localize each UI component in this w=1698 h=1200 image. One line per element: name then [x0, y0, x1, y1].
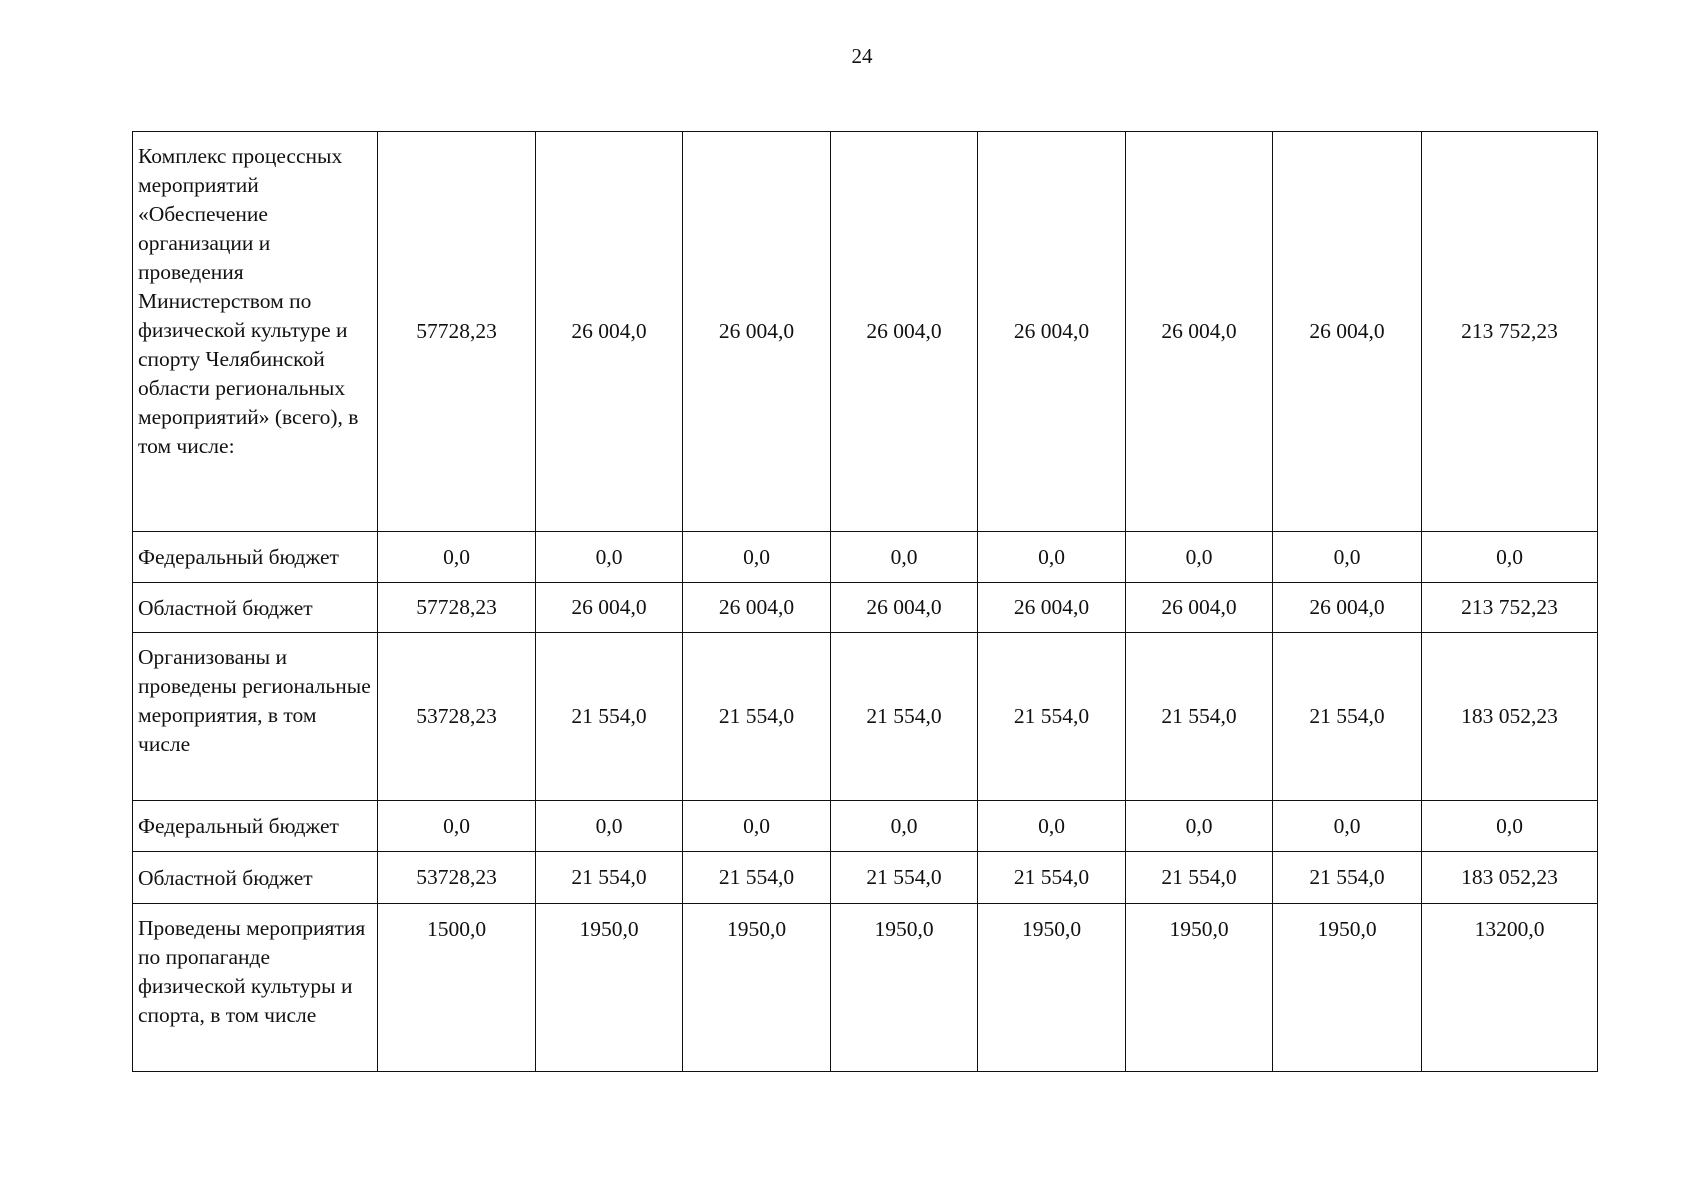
value-cell: 21 554,0 — [683, 852, 831, 904]
row-label: Комплекс процессных мероприятий «Обеспечение организации и проведения Министерством по физической культуре и спорту Челябинской области региональных мероприятий» (всего), в том числе: — [133, 132, 378, 532]
value-cell: 26 004,0 — [978, 132, 1126, 532]
value-cell: 0,0 — [683, 532, 831, 583]
value-cell: 21 554,0 — [1273, 633, 1422, 801]
table-row — [133, 132, 1598, 532]
value-cell: 26 004,0 — [1273, 583, 1422, 633]
value-cell: 26 004,0 — [978, 583, 1126, 633]
value-cell: 1950,0 — [831, 904, 978, 1072]
row-label: Областной бюджет — [133, 583, 378, 633]
value-cell: 0,0 — [1126, 532, 1273, 583]
row-label: Федеральный бюджет — [133, 532, 378, 583]
budget-table — [132, 131, 1598, 1072]
value-cell: 21 554,0 — [1273, 852, 1422, 904]
value-cell: 1950,0 — [536, 904, 683, 1072]
value-cell: 26 004,0 — [683, 132, 831, 532]
value-cell: 1950,0 — [1126, 904, 1273, 1072]
table-row — [133, 583, 1598, 633]
value-cell: 57728,23 — [378, 132, 536, 532]
row-label: Областной бюджет — [133, 852, 378, 904]
value-cell: 21 554,0 — [978, 633, 1126, 801]
row-label: Федеральный бюджет — [133, 801, 378, 852]
value-cell: 0,0 — [831, 532, 978, 583]
value-cell: 26 004,0 — [536, 132, 683, 532]
value-cell: 0,0 — [1273, 532, 1422, 583]
total-cell: 183 052,23 — [1422, 633, 1598, 801]
value-cell: 1950,0 — [978, 904, 1126, 1072]
row-label: Организованы и проведены региональные мероприятия, в том числе — [133, 633, 378, 801]
value-cell: 0,0 — [831, 801, 978, 852]
table-row — [133, 801, 1598, 852]
value-cell: 53728,23 — [378, 852, 536, 904]
value-cell: 0,0 — [1126, 801, 1273, 852]
value-cell: 21 554,0 — [831, 633, 978, 801]
value-cell: 0,0 — [683, 801, 831, 852]
value-cell: 26 004,0 — [536, 583, 683, 633]
value-cell: 0,0 — [978, 801, 1126, 852]
table-row — [133, 852, 1598, 904]
table-row — [133, 633, 1598, 801]
value-cell: 0,0 — [536, 801, 683, 852]
value-cell: 26 004,0 — [1126, 583, 1273, 633]
value-cell: 21 554,0 — [536, 852, 683, 904]
total-cell: 213 752,23 — [1422, 583, 1598, 633]
value-cell: 0,0 — [1273, 801, 1422, 852]
value-cell: 26 004,0 — [1273, 132, 1422, 532]
row-label: Проведены мероприятия по пропаганде физической культуры и спорта, в том числе — [133, 904, 378, 1072]
value-cell: 21 554,0 — [1126, 633, 1273, 801]
page-number: 24 — [851, 44, 873, 68]
value-cell: 0,0 — [536, 532, 683, 583]
value-cell: 1500,0 — [378, 904, 536, 1072]
value-cell: 57728,23 — [378, 583, 536, 633]
table-row — [133, 904, 1598, 1072]
value-cell: 26 004,0 — [831, 132, 978, 532]
total-cell: 0,0 — [1422, 801, 1598, 852]
value-cell: 21 554,0 — [978, 852, 1126, 904]
value-cell: 21 554,0 — [1126, 852, 1273, 904]
value-cell: 26 004,0 — [683, 583, 831, 633]
value-cell: 0,0 — [378, 532, 536, 583]
total-cell: 13200,0 — [1422, 904, 1598, 1072]
value-cell: 26 004,0 — [831, 583, 978, 633]
value-cell: 53728,23 — [378, 633, 536, 801]
total-cell: 213 752,23 — [1422, 132, 1598, 532]
value-cell: 0,0 — [978, 532, 1126, 583]
value-cell: 26 004,0 — [1126, 132, 1273, 532]
value-cell: 1950,0 — [683, 904, 831, 1072]
table-row — [133, 532, 1598, 583]
value-cell: 21 554,0 — [683, 633, 831, 801]
value-cell: 1950,0 — [1273, 904, 1422, 1072]
total-cell: 183 052,23 — [1422, 852, 1598, 904]
total-cell: 0,0 — [1422, 532, 1598, 583]
value-cell: 0,0 — [378, 801, 536, 852]
value-cell: 21 554,0 — [536, 633, 683, 801]
value-cell: 21 554,0 — [831, 852, 978, 904]
